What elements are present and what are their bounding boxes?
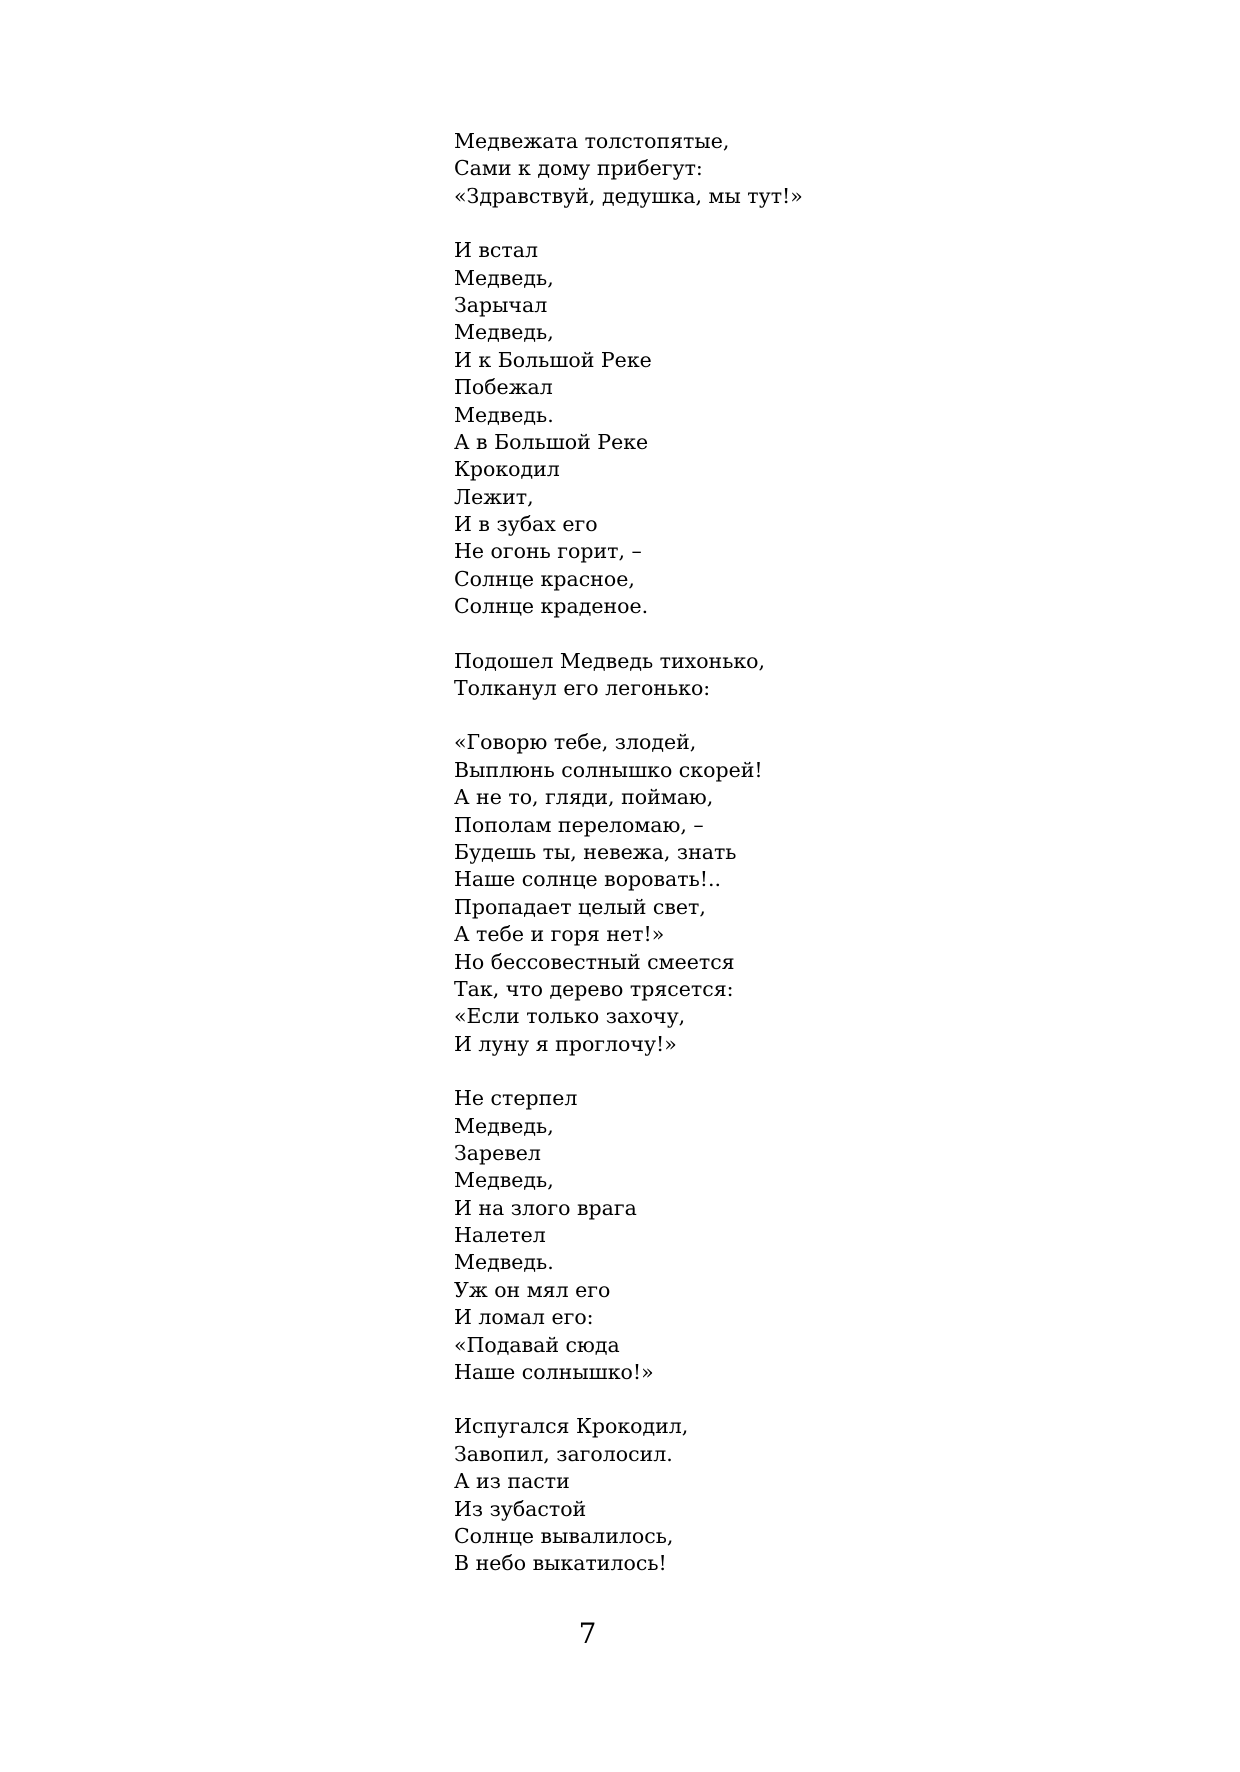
poem-line: Завопил, заголосил. bbox=[454, 1441, 673, 1466]
poem-line: Медведь. bbox=[454, 402, 554, 427]
poem-line: Медвежата толстопятые, bbox=[454, 129, 730, 153]
poem-line: Побежал bbox=[454, 375, 553, 400]
poem-line: И ломал его: bbox=[454, 1305, 594, 1330]
poem-line: Будешь ты, невежа, знать bbox=[454, 839, 737, 864]
poem-line: Крокодил bbox=[454, 457, 560, 482]
poem-line: Солнце краденое. bbox=[454, 594, 649, 619]
poem-line: Зарычал bbox=[454, 292, 548, 317]
poem-line: Заревел bbox=[454, 1140, 541, 1165]
poem-line: А в Большой Реке bbox=[454, 429, 649, 454]
stanza bbox=[454, 1413, 1154, 1577]
poem-line: Медведь, bbox=[454, 320, 554, 345]
poem-line: «Подавай сюда bbox=[454, 1332, 620, 1357]
poem-line: Так, что дерево трясется: bbox=[454, 976, 734, 1001]
poem-line: Пропадает целый свет, bbox=[454, 894, 706, 919]
stanza bbox=[454, 648, 1154, 703]
poem-line: И на злого врага bbox=[454, 1195, 637, 1220]
poem-line: Солнце вывалилось, bbox=[454, 1523, 674, 1548]
page-number: 7 bbox=[578, 1617, 597, 1650]
poem-line: Не огонь горит, – bbox=[454, 539, 642, 564]
poem-line: Медведь, bbox=[454, 1168, 554, 1193]
poem-line: Наше солнце воровать!.. bbox=[454, 867, 722, 892]
poem-line: Сами к дому прибегут: bbox=[454, 156, 703, 181]
poem-line: «Если только захочу, bbox=[454, 1004, 686, 1029]
poem-line: Толканул его легонько: bbox=[454, 676, 711, 701]
poem-body bbox=[454, 128, 1154, 1605]
poem-line: Медведь. bbox=[454, 1250, 554, 1275]
poem-line: А не то, гляди, поймаю, bbox=[454, 785, 714, 810]
poem-line: Медведь, bbox=[454, 265, 554, 290]
stanza bbox=[454, 237, 1154, 620]
poem-line: «Здравствуй, дедушка, мы тут!» bbox=[454, 183, 803, 208]
poem-line: Из зубастой bbox=[454, 1496, 587, 1521]
poem-line: Солнце красное, bbox=[454, 566, 635, 591]
poem-line: Не стерпел bbox=[454, 1086, 578, 1111]
poem-line: Наше солнышко!» bbox=[454, 1360, 654, 1385]
poem-line: А из пасти bbox=[454, 1469, 570, 1494]
poem-line: Выплюнь солнышко скорей! bbox=[454, 757, 763, 782]
poem-line: И к Большой Реке bbox=[454, 347, 652, 372]
poem-line: А тебе и горя нет!» bbox=[454, 922, 665, 947]
poem-line: Лежит, bbox=[454, 484, 534, 509]
stanza bbox=[454, 1085, 1154, 1386]
poem-line: В небо выкатилось! bbox=[454, 1551, 667, 1576]
poem-line: «Говорю тебе, злодей, bbox=[454, 730, 697, 755]
poem-line: И луну я проглочу!» bbox=[454, 1031, 677, 1056]
poem-line: Уж он мял его bbox=[454, 1277, 611, 1302]
poem-line: Подошел Медведь тихонько, bbox=[454, 648, 766, 673]
stanza bbox=[454, 128, 1154, 210]
poem-line: Испугался Крокодил, bbox=[454, 1414, 689, 1439]
poem-line: И в зубах его bbox=[454, 512, 598, 537]
poem-line: И встал bbox=[454, 238, 539, 263]
stanza bbox=[454, 729, 1154, 1058]
poem-line: Налетел bbox=[454, 1223, 546, 1248]
poem-line: Медведь, bbox=[454, 1113, 554, 1138]
poem-line: Но бессовестный смеется bbox=[454, 949, 735, 974]
poem-line: Пополам переломаю, – bbox=[454, 812, 704, 837]
